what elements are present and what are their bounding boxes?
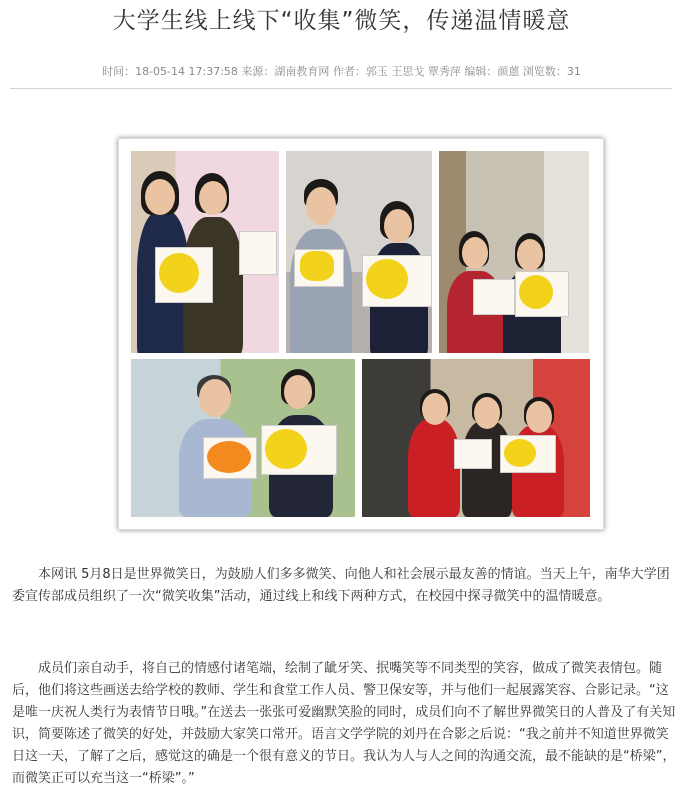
photo-cafeteria-staff — [362, 359, 590, 517]
article-paragraph: 本网讯 5月8日是世界微笑日，为鼓励人们多多微笑、向他人和社会展示最友善的情谊。当天上午，南华大学团委宣传部成员组织了一次“微笑收集”活动，通过线上和线下两种方式，在校园中探寻微笑中的温情暖意。 — [12, 567, 670, 604]
photo-two-women-with-drawings — [131, 151, 279, 353]
article-title: 大学生线上线下“收集”微笑，传递温情暖意 — [112, 8, 571, 34]
photo-security-guard-and-woman — [131, 359, 355, 517]
photo-man-and-girl-with-drawings — [286, 151, 432, 353]
article-paragraph: 成员们亲自动手，将自己的情感付诸笔端，绘制了龇牙笑、抿嘴笑等不同类型的笑容，做成了微笑表情包。随后，他们将这些画送去给学校的教师、学生和食堂工作人员、警卫保安等，并与他们一起展露笑容、合影记录。“这是唯一庆祝人类行为表情节日哦。”在送去一张张可爱幽默笑脸的同时，成员们向不了解世界微笑日的人普及了有关知识，简要陈述了微笑的好处，并鼓励大家笑口常开。语言文学学院的刘丹在合影之后说：“我之前并不知道世界微笑日这一天，了解了之后，感觉这的确是一个很有意义的节日。我认为人与人之间的沟通交流，最不能缺的是“桥梁”，而微笑正可以充当这一“桥梁”。” — [12, 661, 676, 786]
photo-two-girls-with-drawings — [439, 151, 589, 353]
divider — [10, 88, 672, 89]
photo-collage — [118, 138, 604, 530]
article-meta: 时间：18-05-14 17:37:58 来源：湖南教育网 作者：郭玉 王思戈 覃秀萍 编辑：颜蒽 浏览数：31 — [102, 65, 581, 78]
